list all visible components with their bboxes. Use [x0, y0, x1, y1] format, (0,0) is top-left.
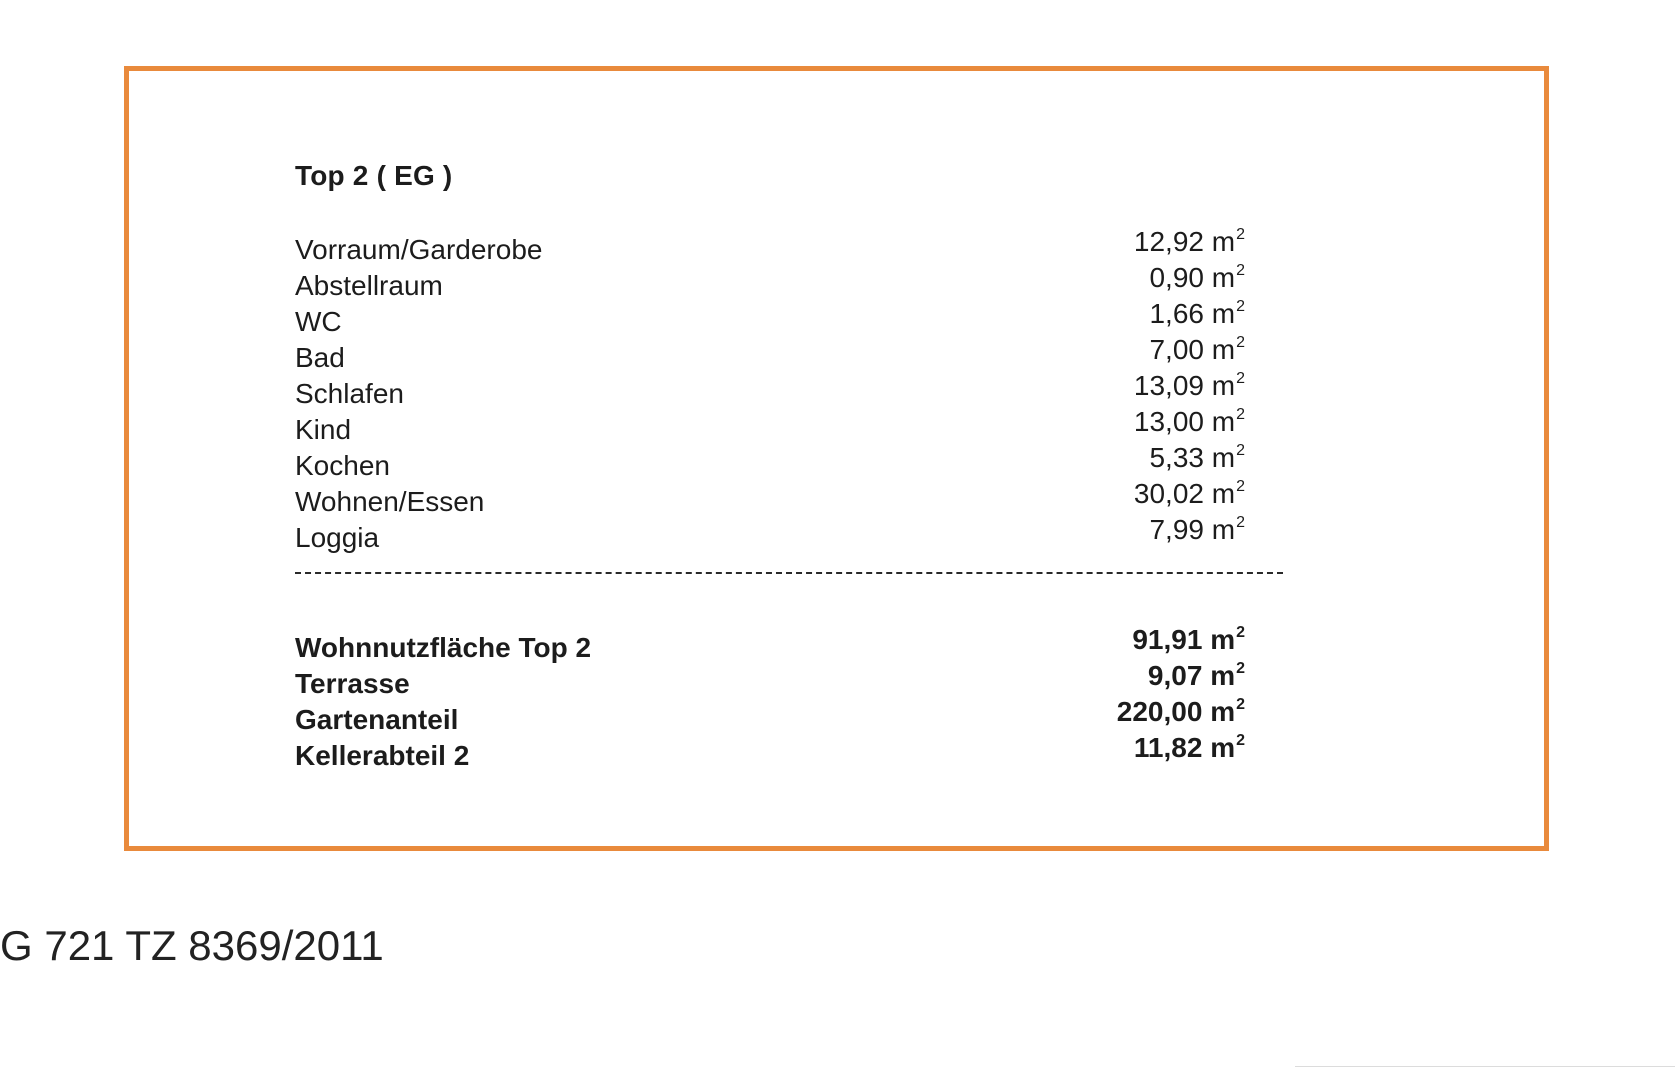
total-row [295, 731, 1245, 776]
area-unit: m [1211, 406, 1236, 437]
room-label: Loggia [295, 522, 380, 553]
total-label: Terrasse [295, 668, 410, 699]
room-row [295, 297, 1245, 342]
area-unit: m [1211, 442, 1236, 473]
room-area [1134, 478, 1245, 510]
area-unit: m [1210, 624, 1236, 655]
room-row [295, 441, 1245, 486]
area-unit: m [1211, 478, 1236, 509]
area-number: 91,91 [1132, 624, 1203, 655]
area-number: 1,66 [1149, 298, 1204, 329]
area-exponent: 2 [1236, 441, 1245, 459]
room-row [295, 333, 1245, 378]
area-exponent: 2 [1236, 225, 1245, 243]
area-number: 11,82 [1133, 732, 1203, 763]
room-label: Kind [295, 414, 352, 445]
room-row [295, 405, 1245, 450]
area-number: 7,99 [1149, 514, 1204, 545]
room-row [295, 225, 1245, 270]
total-row [295, 695, 1245, 740]
total-label: Kellerabteil 2 [295, 740, 470, 771]
room-area [1149, 298, 1245, 330]
total-label: Wohnnutzfläche Top 2 [295, 632, 592, 663]
room-area [1134, 370, 1245, 402]
area-number: 12,92 [1133, 226, 1204, 257]
area-exponent: 2 [1236, 333, 1245, 351]
room-row [295, 477, 1245, 522]
area-exponent: 2 [1236, 731, 1245, 749]
total-area [1134, 732, 1245, 764]
area-exponent: 2 [1236, 405, 1245, 423]
area-unit: m [1211, 370, 1236, 401]
total-row [295, 623, 1245, 668]
scan-edge-line [1295, 1066, 1675, 1067]
area-number: 13,09 [1133, 370, 1204, 401]
area-unit: m [1210, 732, 1236, 763]
area-unit: m [1211, 514, 1236, 545]
area-unit: m [1210, 696, 1236, 727]
room-area [1134, 226, 1245, 258]
area-exponent: 2 [1236, 695, 1245, 713]
room-label: Bad [295, 342, 345, 373]
area-number: 13,00 [1133, 406, 1204, 437]
area-number: 5,33 [1149, 442, 1204, 473]
area-exponent: 2 [1236, 297, 1245, 315]
room-row [295, 261, 1245, 306]
area-exponent: 2 [1236, 659, 1245, 677]
total-label: Gartenanteil [295, 704, 459, 735]
area-number: 9,07 [1147, 660, 1203, 691]
room-area [1134, 406, 1245, 438]
area-unit: m [1211, 262, 1236, 293]
total-area [1117, 696, 1245, 728]
area-unit: m [1211, 226, 1236, 257]
room-label: Schlafen [295, 378, 404, 409]
room-label: Kochen [295, 450, 390, 481]
room-list [295, 225, 1245, 558]
room-label: Wohnen/Essen [295, 486, 485, 517]
room-area [1149, 442, 1245, 474]
totals-list [295, 623, 1245, 776]
area-number: 0,90 [1149, 262, 1204, 293]
area-unit: m [1211, 334, 1236, 365]
area-number: 30,02 [1133, 478, 1204, 509]
room-label: Vorraum/Garderobe [295, 234, 543, 265]
room-label: Abstellraum [295, 270, 443, 301]
area-number: 7,00 [1149, 334, 1204, 365]
area-number: 220,00 [1116, 696, 1203, 727]
area-exponent: 2 [1236, 369, 1245, 387]
total-area [1148, 660, 1245, 692]
dashed-divider [295, 572, 1283, 574]
unit-heading: Top 2 ( EG ) [295, 160, 453, 191]
room-row [295, 369, 1245, 414]
room-row [295, 513, 1245, 558]
area-exponent: 2 [1236, 513, 1245, 531]
total-area [1132, 624, 1245, 656]
area-unit: m [1211, 298, 1236, 329]
room-area [1149, 262, 1245, 294]
area-exponent: 2 [1236, 477, 1245, 495]
area-exponent: 2 [1236, 623, 1245, 641]
room-area [1149, 334, 1245, 366]
document-reference: G 721 TZ 8369/2011 [0, 922, 384, 969]
area-unit: m [1210, 660, 1236, 691]
area-exponent: 2 [1236, 261, 1245, 279]
total-row [295, 659, 1245, 704]
room-area [1149, 514, 1245, 546]
room-label: WC [295, 306, 342, 337]
